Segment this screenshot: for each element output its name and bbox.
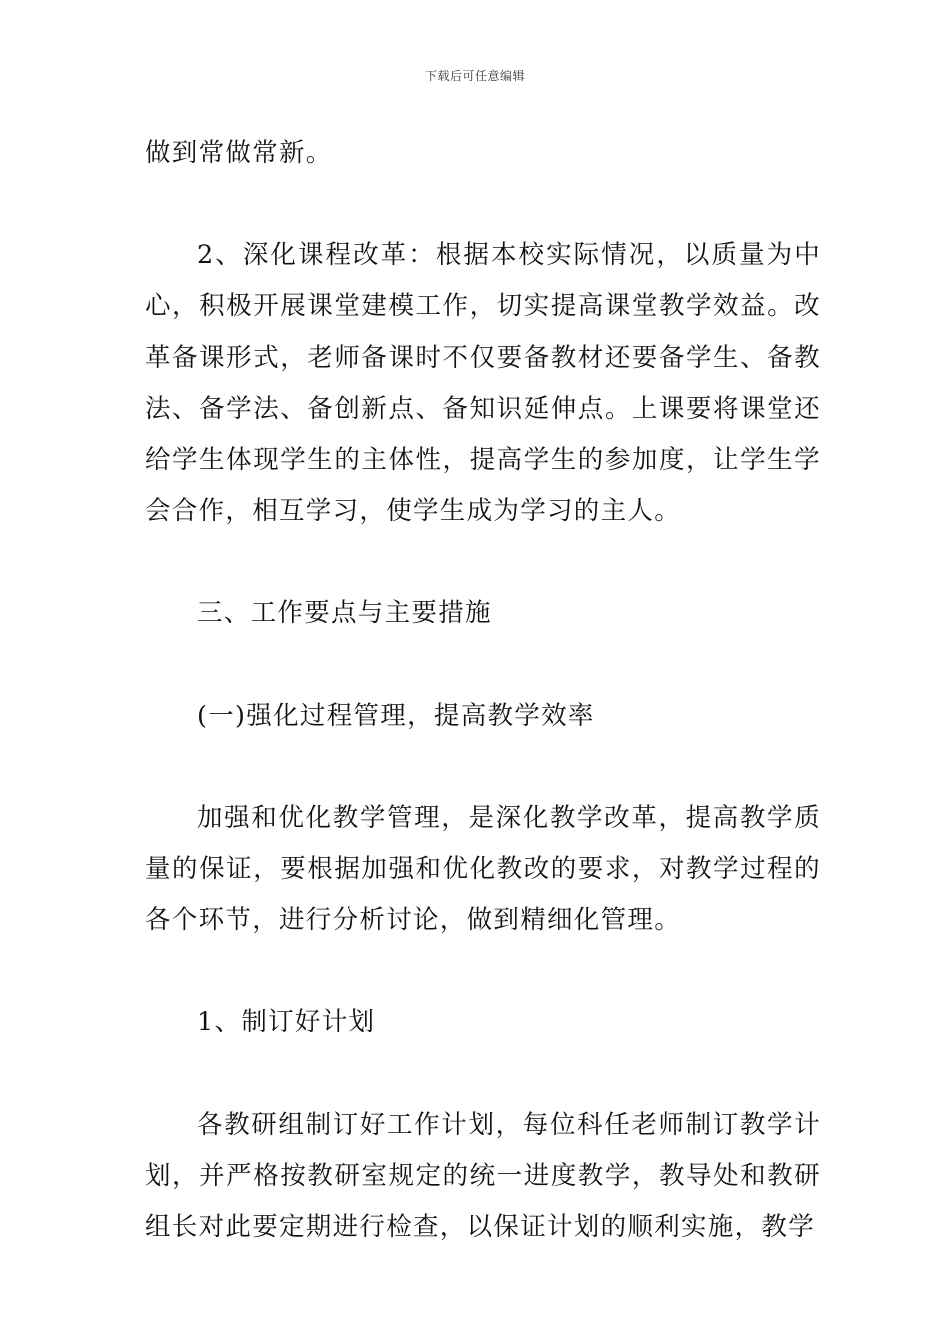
paragraph-continuation: 做到常做常新。 (145, 138, 333, 168)
section-heading: 三、工作要点与主要措施 (197, 598, 492, 629)
paragraph-management: 加强和优化教学管理，是深化教学改革，提高教学质量的保证，要根据加强和优化教改的要求，对教学过程的各个环节，进行分析讨论，做到精细化管理。 (145, 802, 821, 936)
paragraph-plan: 各教研组制订好工作计划，每位科任老师制订教学计划，并严格按教研室规定的统一进度教学，教导处和教研组长对此要定期进行检查，以保证计划的顺利实施，教学 (145, 1109, 821, 1243)
page-header: 下载后可任意编辑 (424, 69, 525, 83)
document-body (145, 128, 821, 1253)
subsection-heading: (一)强化过程管理，提高教学效率 (197, 700, 595, 731)
paragraph-curriculum-reform: 2、深化课程改革：根据本校实际情况，以质量为中心，积极开展课堂建模工作，切实提高课堂教学效益。改革备课形式，老师备课时不仅要备教材还要备学生、备教法、备学法、备创新点、备知识延伸点。上课要将课堂还给学生体现学生的主体性，提高学生的参加度，让学生学会合作，相互学习，使学生成为学习的主人。 (145, 240, 821, 527)
item-heading-plan: 1、制订好计划 (197, 1007, 376, 1038)
